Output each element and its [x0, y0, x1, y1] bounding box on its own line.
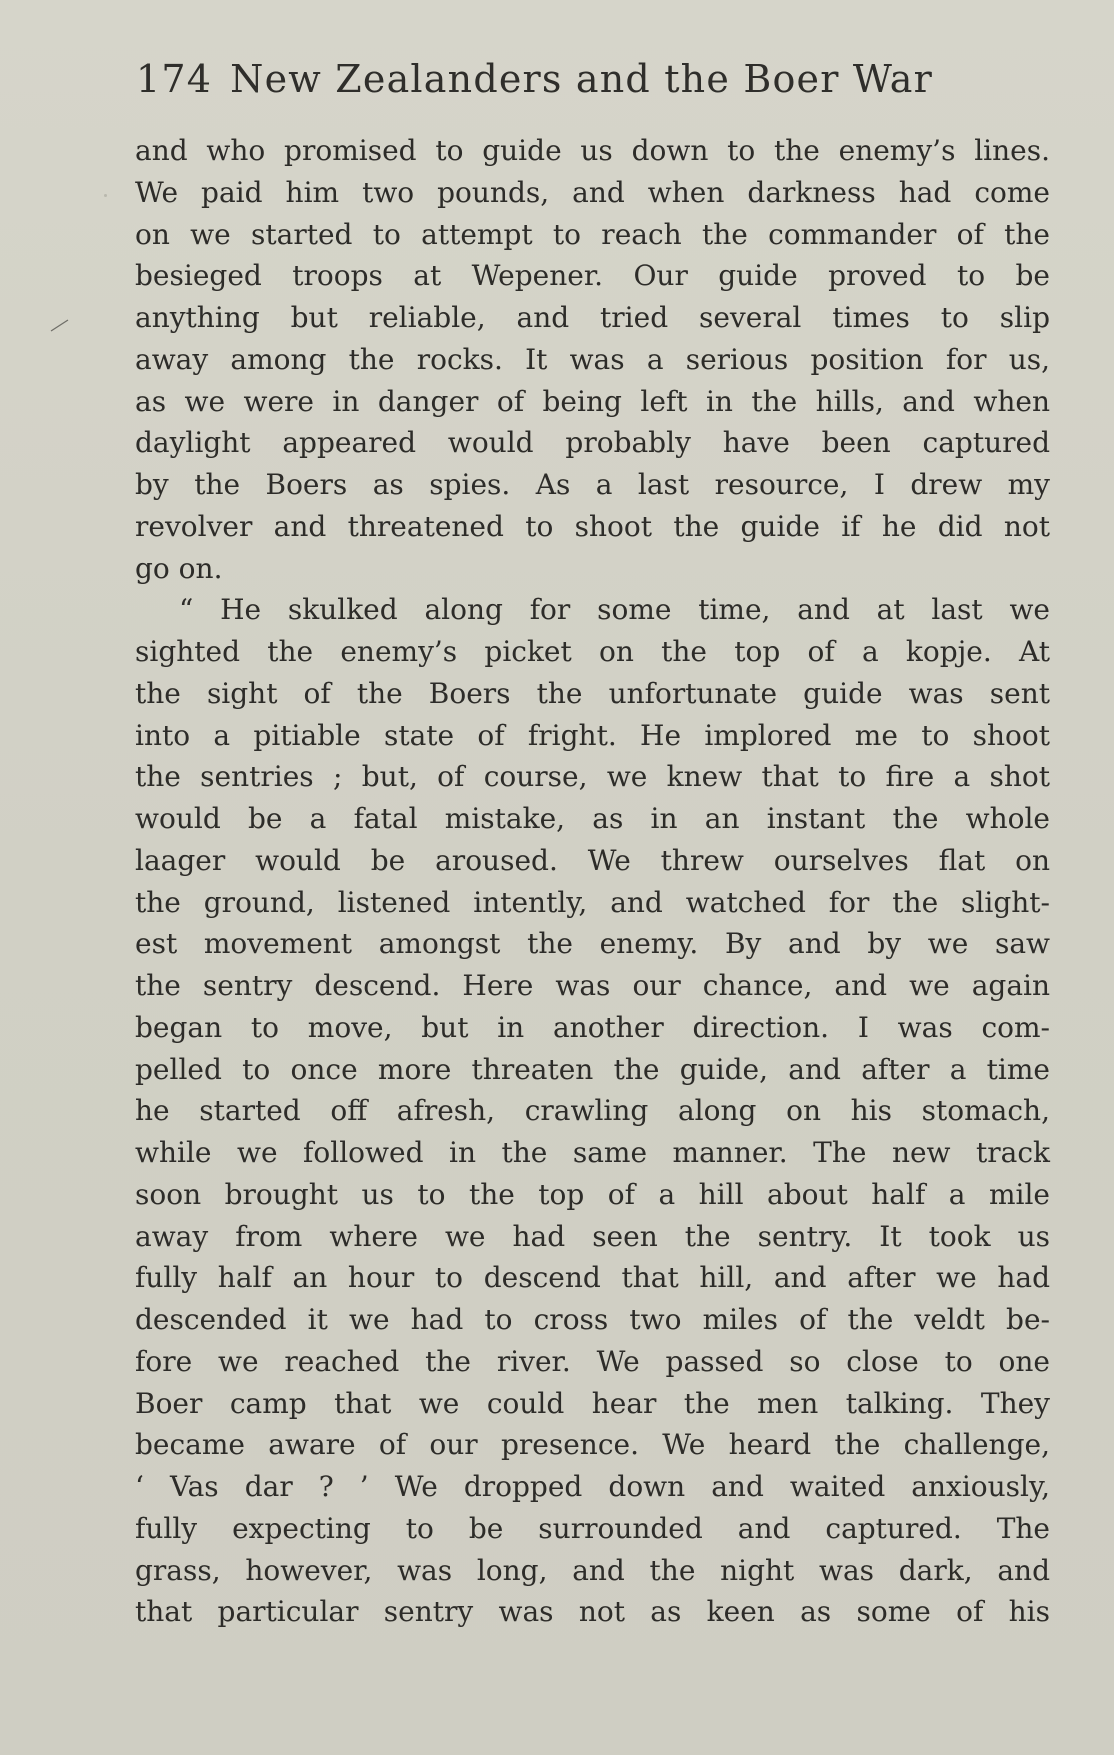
pencil-mark-icon [50, 318, 70, 332]
text-line: grass, however, was long, and the night was dark, and [135, 1553, 1050, 1587]
text-line: would be a fatal mistake, as in an instant the whole [135, 802, 1050, 835]
paragraph-end-line: go on. [135, 551, 223, 585]
running-head-title: New Zealanders and the Boer War [230, 57, 934, 101]
text-line: as we were in danger of being left in the hills, and when [135, 384, 1050, 418]
text-line: descended it we had to cross two miles of the veldt be- [135, 1303, 1050, 1336]
text-line: anything but reliable, and tried several times to slip [135, 301, 1050, 334]
text-line: into a pitiable state of fright. He implored me to shoot [135, 718, 1050, 752]
text-line: that particular sentry was not as keen as some of his [135, 1595, 1050, 1629]
text-line: pelled to once more threaten the guide, and after a time [135, 1052, 1050, 1086]
text-line: fore we reached the river. We passed so close to one [135, 1344, 1050, 1378]
text-line: fully half an hour to descend that hill, and after we had [135, 1261, 1050, 1295]
text-line: on we started to attempt to reach the commander of the [135, 217, 1050, 251]
text-line: away among the rocks. It was a serious position for us, [135, 342, 1050, 376]
text-line: ‘ Vas dar ? ’ We dropped down and waited anxiously, [135, 1470, 1050, 1503]
text-line: while we followed in the same manner. The new track [135, 1136, 1050, 1169]
text-line: became aware of our presence. We heard the challenge, [135, 1428, 1050, 1462]
text-line: began to move, but in another direction. I was com- [135, 1010, 1050, 1044]
text-line: daylight appeared would probably have been captured [135, 426, 1050, 460]
text-line: besieged troops at Wepener. Our guide proved to be [135, 259, 1050, 293]
text-line: soon brought us to the top of a hill about half a mile [135, 1177, 1050, 1211]
text-line: laager would be aroused. We threw ourselves flat on [135, 843, 1050, 877]
text-line: the sight of the Boers the unfortunate guide was sent [135, 676, 1050, 710]
text-line: est movement amongst the enemy. By and by we saw [135, 927, 1050, 961]
text-line: Boer camp that we could hear the men talking. They [135, 1386, 1050, 1420]
text-line: he started off afresh, crawling along on his stomach, [135, 1094, 1050, 1128]
margin-dot-mark [104, 194, 107, 197]
text-line: We paid him two pounds, and when darkness had come [135, 175, 1050, 209]
text-line: and who promised to guide us down to the enemy’s lines. [135, 134, 1050, 167]
text-line: the sentry descend. Here was our chance, and we again [135, 969, 1050, 1002]
text-line: sighted the enemy’s picket on the top of a kopje. At [135, 635, 1050, 668]
text-line: revolver and threatened to shoot the guide if he did not [135, 509, 1050, 543]
paragraph-start-line: “ He skulked along for some time, and at last we [179, 593, 1050, 627]
text-line: the ground, listened intently, and watched for the slight- [135, 885, 1050, 919]
text-line: by the Boers as spies. As a last resource, I drew my [135, 468, 1050, 501]
running-head [136, 54, 1001, 104]
text-line: fully expecting to be surrounded and captured. The [135, 1511, 1050, 1545]
page-number: 174 [136, 57, 213, 101]
text-line: the sentries ; but, of course, we knew that to fire a shot [135, 760, 1050, 794]
body-text [135, 130, 1050, 1633]
text-line: away from where we had seen the sentry. It took us [135, 1219, 1050, 1253]
